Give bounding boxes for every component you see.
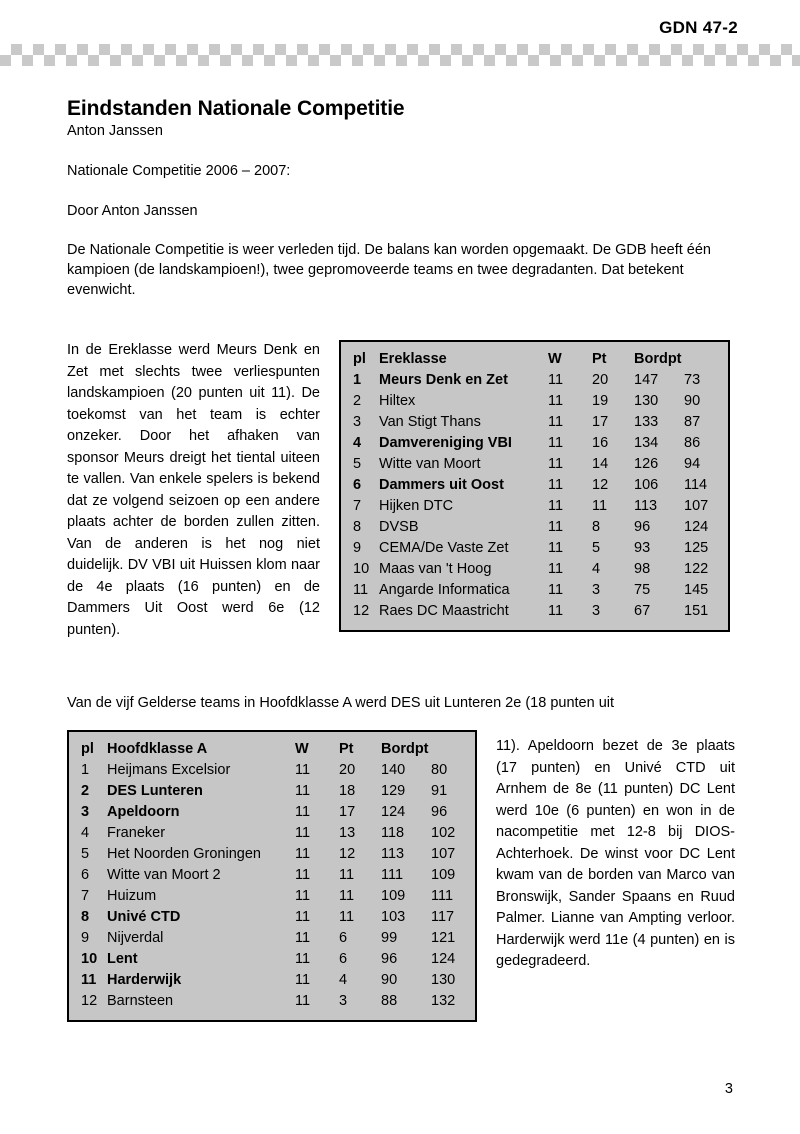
standing-position: 1: [353, 372, 362, 388]
board-points-against: 117: [431, 909, 455, 925]
standing-position: 3: [353, 414, 362, 430]
matches-played: 11: [548, 372, 564, 388]
standing-position: 2: [81, 783, 90, 799]
matches-played: 11: [295, 930, 311, 946]
team-name: Angarde Informatica: [379, 582, 510, 598]
matches-played: 11: [548, 477, 564, 493]
matches-played: 11: [548, 435, 564, 451]
matches-played: 11: [295, 888, 311, 904]
column-header-name: Hoofdklasse A: [107, 741, 208, 757]
standing-position: 10: [353, 561, 370, 577]
matches-played: 11: [548, 582, 564, 598]
board-points-for: 147: [634, 372, 659, 388]
table-row: [81, 760, 465, 781]
board-points-against: 111: [431, 888, 454, 904]
board-points-against: 132: [431, 993, 456, 1009]
hoofdklasse-intro-paragraph: Van de vijf Gelderse teams in Hoofdklasse A werd DES uit Lunteren 2e (18 punten uit: [67, 695, 615, 711]
standing-position: 1: [81, 762, 90, 778]
match-points: 18: [339, 783, 356, 799]
standings-table-ereklasse: [339, 340, 730, 632]
standing-position: 11: [81, 972, 97, 988]
matches-played: 11: [548, 414, 564, 430]
team-name: Hiltex: [379, 393, 416, 409]
matches-played: 11: [548, 540, 564, 556]
table-header-row: [353, 349, 718, 370]
table-row: [81, 865, 465, 886]
table-row: [353, 559, 718, 580]
board-points-against: 107: [431, 846, 456, 862]
match-points: 13: [339, 825, 356, 841]
article-author: Anton Janssen: [67, 123, 163, 139]
table-body: [81, 760, 465, 1012]
column-header-name: Ereklasse: [379, 351, 447, 367]
board-points-for: 111: [381, 867, 404, 883]
board-points-for: 130: [634, 393, 659, 409]
table-row: [353, 475, 718, 496]
board-points-for: 106: [634, 477, 659, 493]
standing-position: 11: [353, 582, 369, 598]
match-points: 4: [339, 972, 348, 988]
column-header-pl: pl: [81, 741, 94, 757]
match-points: 6: [339, 930, 348, 946]
table-row: [353, 601, 718, 622]
team-name: DVSB: [379, 519, 419, 535]
table-row: [353, 370, 718, 391]
standing-position: 4: [353, 435, 362, 451]
intro-paragraph: De Nationale Competitie is weer verleden tijd. De balans kan worden opgemaakt. De GDB heeft één kampioen (de landskampioen!), twee gepromoveerde teams en twee degradanten. Dat betekent evenwicht.: [67, 242, 711, 298]
matches-played: 11: [295, 909, 311, 925]
table-row: [353, 580, 718, 601]
match-points: 12: [592, 477, 609, 493]
board-points-against: 87: [684, 414, 701, 430]
table-row: [353, 454, 718, 475]
team-name: Meurs Denk en Zet: [379, 372, 508, 388]
matches-played: 11: [295, 993, 311, 1009]
season-line: Nationale Competitie 2006 – 2007:: [67, 163, 291, 179]
ereklasse-commentary: In de Ereklasse werd Meurs Denk en Zet met slechts twee verliespunten landskampioen (20 punten uit 11). De toekomst van het team is echter onzeker. Door het afhaken van sponsor Meurs dreigt het tiental uiteen te vallen. Van enkele spelers is bekend dat ze volgend seizoen op een andere plaats achter de borden zullen zitten. Van de anderen is het nog niet duidelijk. DV VBI uit Huissen klom naar de 4e plaats (16 punten) en de Dammers Uit Oost werd 6e (12 punten).: [67, 342, 320, 638]
board-points-for: 118: [381, 825, 405, 841]
table-row: [353, 496, 718, 517]
board-points-against: 151: [684, 603, 709, 619]
team-name: Raes DC Maastricht: [379, 603, 509, 619]
matches-played: 11: [295, 825, 311, 841]
team-name: DES Lunteren: [107, 783, 203, 799]
board-points-against: 145: [684, 582, 709, 598]
team-name: Witte van Moort: [379, 456, 481, 472]
standing-position: 12: [81, 993, 98, 1009]
matches-played: 11: [295, 804, 311, 820]
team-name: CEMA/De Vaste Zet: [379, 540, 509, 556]
matches-played: 11: [548, 456, 564, 472]
table-row: [81, 907, 465, 928]
matches-played: 11: [295, 867, 311, 883]
hoofdklasse-commentary: 11). Apeldoorn bezet de 3e plaats (17 punten) en Univé CTD uit Arnhem de 8e (11 punten) DC Lent werd 10e (6 punten) en won in de nacompetitie met 12-8 bij DIOS-Achterhoek. De winst voor DC Lent kwam van de borden van Marco van Bronswijk, Sander Spaans en Ruud Palmer. Lianne van Ampting verloor. Harderwijk werd 11e (4 punten) en is gedegradeerd.: [496, 738, 735, 969]
board-points-against: 96: [431, 804, 448, 820]
matches-played: 11: [548, 519, 564, 535]
board-points-against: 94: [684, 456, 701, 472]
team-name: Maas van 't Hoog: [379, 561, 492, 577]
ereklasse-table: [353, 349, 718, 622]
table-row: [81, 949, 465, 970]
column-header-w: W: [548, 351, 562, 367]
table-row: [353, 433, 718, 454]
table-row: [81, 886, 465, 907]
column-header-bordpt: Bordpt: [381, 741, 429, 757]
matches-played: 11: [295, 972, 311, 988]
standing-position: 3: [81, 804, 90, 820]
board-points-against: 90: [684, 393, 701, 409]
table-head: [353, 349, 718, 370]
team-name: Van Stigt Thans: [379, 414, 481, 430]
match-points: 14: [592, 456, 609, 472]
board-points-against: 124: [431, 951, 456, 967]
standing-position: 8: [353, 519, 362, 535]
match-points: 11: [339, 867, 355, 883]
matches-played: 11: [548, 498, 564, 514]
matches-played: 11: [295, 783, 311, 799]
standing-position: 4: [81, 825, 90, 841]
board-points-for: 99: [381, 930, 398, 946]
column-header-pt: Pt: [592, 351, 607, 367]
team-name: Univé CTD: [107, 909, 181, 925]
table-row: [81, 970, 465, 991]
table-row: [81, 823, 465, 844]
table-row: [353, 412, 718, 433]
board-points-for: 134: [634, 435, 659, 451]
board-points-for: 124: [381, 804, 406, 820]
table-row: [81, 802, 465, 823]
table-header-row: [81, 739, 465, 760]
match-points: 11: [339, 888, 355, 904]
standing-position: 8: [81, 909, 90, 925]
page-title: Eindstanden Nationale Competitie: [67, 97, 405, 120]
match-points: 11: [339, 909, 355, 925]
table-row: [81, 928, 465, 949]
match-points: 19: [592, 393, 609, 409]
board-points-for: 109: [381, 888, 406, 904]
team-name: Dammers uit Oost: [379, 477, 504, 493]
board-points-against: 125: [684, 540, 709, 556]
match-points: 20: [592, 372, 609, 388]
table-row: [353, 538, 718, 559]
table-row: [353, 391, 718, 412]
standing-position: 5: [353, 456, 362, 472]
team-name: Barnsteen: [107, 993, 174, 1009]
board-points-for: 113: [634, 498, 658, 514]
board-points-against: 114: [684, 477, 708, 493]
match-points: 3: [592, 603, 601, 619]
board-points-against: 102: [431, 825, 456, 841]
board-points-against: 80: [431, 762, 448, 778]
board-points-for: 67: [634, 603, 651, 619]
matches-played: 11: [295, 951, 311, 967]
matches-played: 11: [548, 603, 564, 619]
matches-played: 11: [295, 846, 311, 862]
board-points-for: 126: [634, 456, 659, 472]
column-header-bordpt-against: [431, 739, 465, 760]
board-points-against: 73: [684, 372, 701, 388]
team-name: Het Noorden Groningen: [107, 846, 261, 862]
team-name: Witte van Moort 2: [107, 867, 221, 883]
hoofdklasse-a-table: [81, 739, 465, 1012]
standing-position: 10: [81, 951, 98, 967]
standing-position: 6: [81, 867, 90, 883]
match-points: 11: [592, 498, 608, 514]
match-points: 3: [339, 993, 348, 1009]
board-points-for: 93: [634, 540, 651, 556]
byline: Door Anton Janssen: [67, 203, 198, 219]
match-points: 6: [339, 951, 348, 967]
standing-position: 7: [353, 498, 362, 514]
board-points-for: 140: [381, 762, 406, 778]
team-name: Apeldoorn: [107, 804, 180, 820]
board-points-against: 130: [431, 972, 456, 988]
board-points-against: 107: [684, 498, 709, 514]
page-number: 3: [724, 1081, 733, 1097]
standing-position: 7: [81, 888, 90, 904]
match-points: 17: [339, 804, 356, 820]
matches-played: 11: [295, 762, 311, 778]
team-name: Hijken DTC: [379, 498, 454, 514]
table-head: [81, 739, 465, 760]
match-points: 16: [592, 435, 609, 451]
match-points: 3: [592, 582, 601, 598]
board-points-for: 129: [381, 783, 406, 799]
standing-position: 6: [353, 477, 362, 493]
column-header-bordpt-against: [684, 349, 718, 370]
table-row: [81, 991, 465, 1012]
column-header-pt: Pt: [339, 741, 354, 757]
checkered-rule: [0, 44, 800, 66]
board-points-against: 109: [431, 867, 456, 883]
match-points: 17: [592, 414, 609, 430]
standing-position: 2: [353, 393, 362, 409]
standing-position: 5: [81, 846, 90, 862]
standings-table-hoofdklasse-a: [67, 730, 477, 1022]
table-row: [353, 517, 718, 538]
match-points: 5: [592, 540, 601, 556]
column-header-w: W: [295, 741, 309, 757]
matches-played: 11: [548, 561, 564, 577]
board-points-for: 96: [381, 951, 398, 967]
board-points-for: 113: [381, 846, 405, 862]
team-name: Lent: [107, 951, 138, 967]
board-points-for: 88: [381, 993, 398, 1009]
standing-position: 12: [353, 603, 370, 619]
team-name: Damvereniging VBI: [379, 435, 512, 451]
board-points-for: 103: [381, 909, 406, 925]
team-name: Heijmans Excelsior: [107, 762, 231, 778]
column-header-bordpt: Bordpt: [634, 351, 682, 367]
team-name: Franeker: [107, 825, 166, 841]
issue-label: GDN 47-2: [659, 18, 738, 37]
matches-played: 11: [548, 393, 564, 409]
board-points-against: 124: [684, 519, 709, 535]
table-body: [353, 370, 718, 622]
team-name: Nijverdal: [107, 930, 164, 946]
page-header: [0, 0, 800, 70]
board-points-for: 133: [634, 414, 659, 430]
team-name: Harderwijk: [107, 972, 182, 988]
standing-position: 9: [81, 930, 90, 946]
board-points-against: 91: [431, 783, 448, 799]
match-points: 4: [592, 561, 601, 577]
match-points: 8: [592, 519, 601, 535]
board-points-against: 121: [431, 930, 456, 946]
board-points-against: 86: [684, 435, 701, 451]
board-points-for: 96: [634, 519, 651, 535]
match-points: 20: [339, 762, 356, 778]
team-name: Huizum: [107, 888, 157, 904]
column-header-pl: pl: [353, 351, 366, 367]
board-points-for: 75: [634, 582, 651, 598]
board-points-against: 122: [684, 561, 709, 577]
table-row: [81, 781, 465, 802]
board-points-for: 98: [634, 561, 651, 577]
table-row: [81, 844, 465, 865]
standing-position: 9: [353, 540, 362, 556]
match-points: 12: [339, 846, 356, 862]
board-points-for: 90: [381, 972, 398, 988]
